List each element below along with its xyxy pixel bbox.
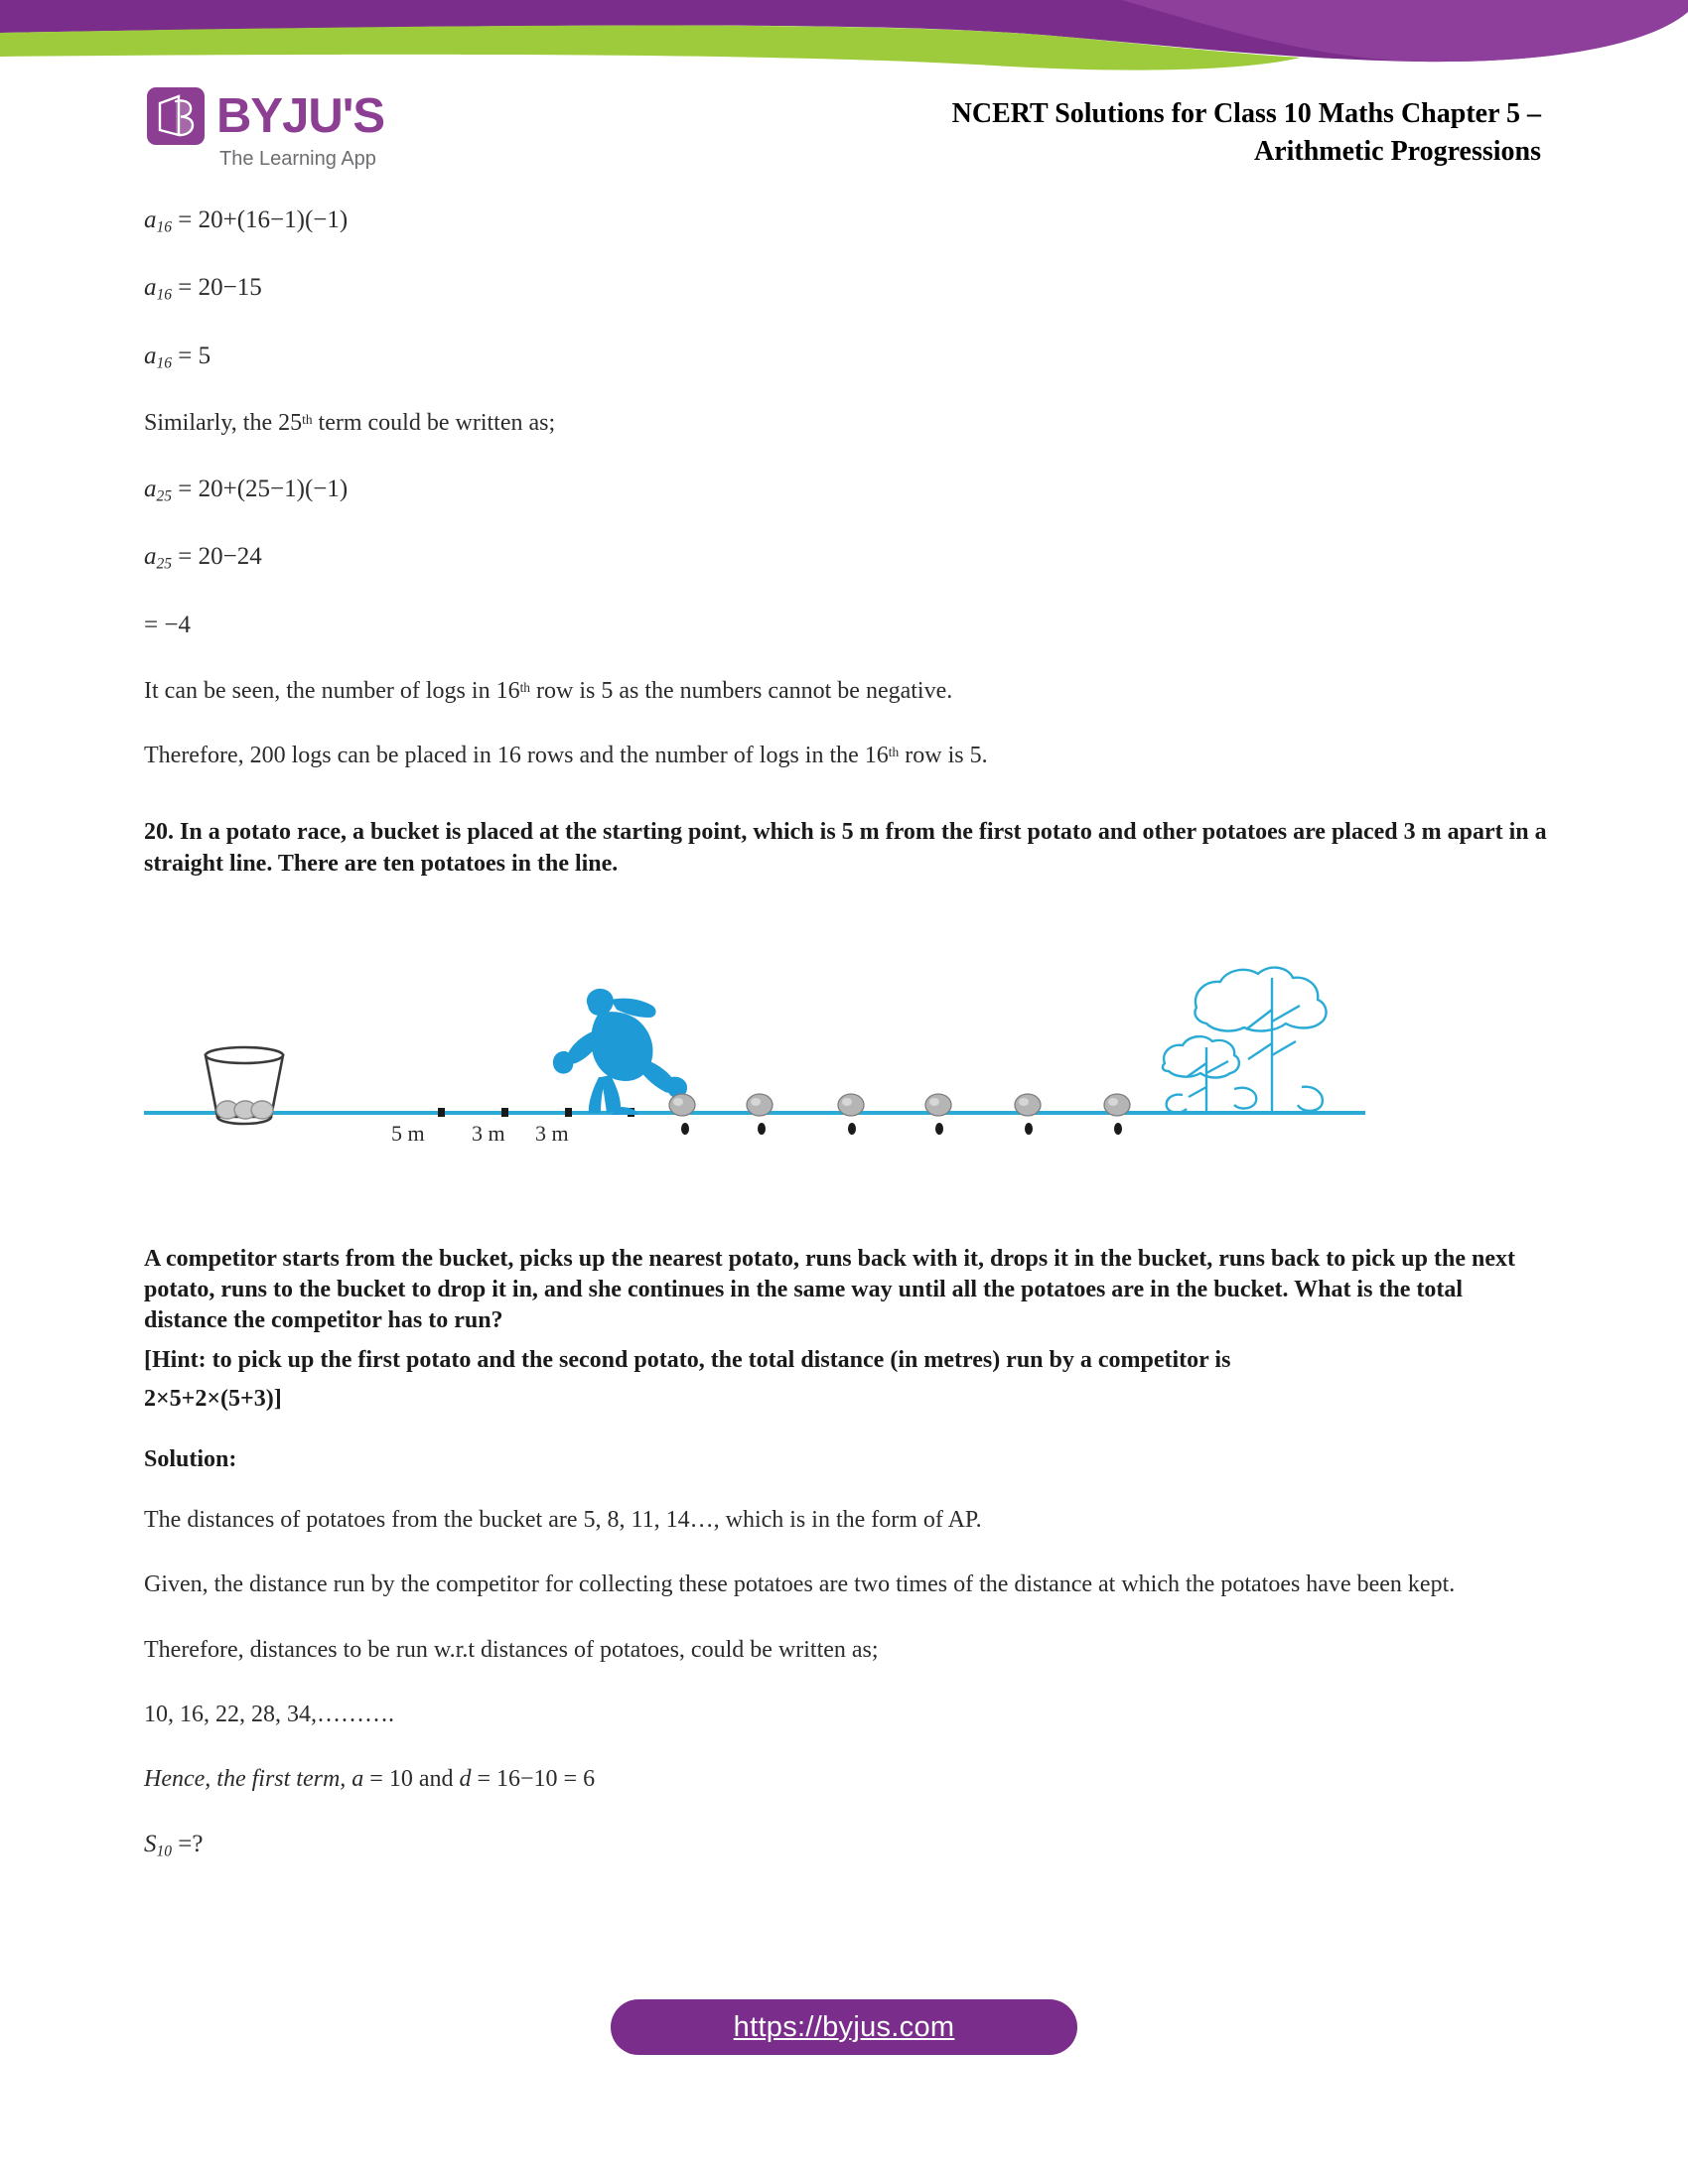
potato-icon (925, 1094, 951, 1116)
solution-series: 10, 16, 22, 28, 34,………. (144, 1701, 394, 1727)
equation-a25-result: = −4 (144, 611, 191, 638)
eq-a25-rhs: = 20+(25−1)(−1) (172, 475, 349, 502)
page-title-line-1: NCERT Solutions for Class 10 Maths Chapter 5 – (951, 98, 1541, 129)
logs-observation-post: row is 5 as the numbers cannot be negative. (530, 678, 953, 705)
solution-paragraph-2: Given, the distance run by the competitor for collecting these potatoes are two times of the distance at which the potatoes have been kept. (144, 1571, 1456, 1598)
potato-icon (747, 1094, 773, 1116)
solution-paragraph-3: Therefore, distances to be run w.r.t distances of potatoes, could be written as; (144, 1636, 879, 1663)
first-term-rest-a: = 10 and (363, 1765, 460, 1792)
equation-a16-simplified (144, 272, 1549, 305)
bucket-with-potatoes-icon (206, 1047, 283, 1124)
label-5m: 5 m (391, 1121, 425, 1146)
common-difference-var: d (459, 1765, 472, 1792)
equation-a25-simplified (144, 541, 1549, 574)
eq-a16-var: a (144, 206, 157, 233)
eq-a25b-index: 25 (156, 555, 172, 573)
potato-icon (1015, 1094, 1041, 1116)
first-term-italic: Hence, the first term, a (144, 1765, 364, 1792)
logo-tagline: The Learning App (219, 148, 376, 170)
similarly-ordinal-sup: th (302, 412, 313, 428)
competitor-question-paragraph: A competitor starts from the bucket, picks up the nearest potato, runs back with it, drops it in the bucket, runs back to pick up the next potato, runs to the bucket to drop it in, and she continues in the same way until all the potatoes are in the bucket. What is the total distance the competitor has to run? (144, 1246, 1515, 1334)
eq-a25-var: a (144, 475, 157, 502)
logs-conclusion-post: row is 5. (899, 743, 988, 769)
logs-observation-sup: th (519, 679, 531, 695)
tree-icon (1163, 968, 1327, 1113)
label-3m-second: 3 m (535, 1121, 569, 1146)
document-content-top (144, 205, 1549, 909)
eq-a16-rhs: = 20+(16−1)(−1) (172, 206, 349, 233)
runner-girl-icon (553, 989, 687, 1115)
byjus-b-logo-icon (147, 87, 205, 145)
logs-conclusion-pre: Therefore, 200 logs can be placed in 16 rows and the number of logs in the 16 (144, 743, 889, 769)
equation-a25-expanded (144, 474, 1549, 506)
potato-icon (669, 1094, 695, 1116)
page-title-line-2: Arithmetic Progressions (1253, 135, 1541, 167)
eq-a25b-var: a (144, 543, 157, 571)
solution-label: Solution: (144, 1445, 237, 1472)
sum-symbol: S (144, 1831, 157, 1858)
eq-a25-index: 25 (156, 486, 172, 504)
sum-index: 10 (156, 1843, 172, 1860)
hint-line-2: 2×5+2×(5+3)] (144, 1385, 282, 1412)
byjus-logo (147, 87, 445, 177)
eq-a16c-index: 16 (156, 354, 172, 372)
first-term-rest-b: = 16−10 = 6 (471, 1765, 596, 1792)
eq-a16b-var: a (144, 274, 157, 302)
similarly-post: term could be written as; (312, 410, 556, 437)
potato-race-illustration (144, 948, 1405, 1181)
eq-a25b-rhs: = 20−24 (172, 543, 262, 571)
hint-line-1: [Hint: to pick up the first potato and the second potato, the total distance (in metres) run by a competitor is (144, 1346, 1231, 1373)
logs-conclusion-sup: th (888, 745, 900, 760)
logo-wordmark: BYJU'S (216, 88, 385, 143)
page-title (786, 95, 1541, 171)
eq-a16b-index: 16 (156, 286, 172, 304)
logs-conclusion-sentence (144, 741, 1549, 771)
question-20-text: 20. In a potato race, a bucket is placed at the starting point, which is 5 m from the first potato and other potatoes are placed 3 m apart in a straight line. There are ten potatoes in the line. (144, 819, 1547, 877)
eq-a16b-rhs: = 20−15 (172, 274, 262, 302)
similarly-sentence (144, 408, 1549, 439)
sum-rhs: =? (172, 1831, 204, 1858)
first-term-statement (144, 1764, 1549, 1795)
solution-paragraph-1: The distances of potatoes from the bucket are 5, 8, 11, 14…, which is in the form of AP. (144, 1507, 982, 1534)
label-3m-first: 3 m (472, 1121, 505, 1146)
equation-a16-expanded (144, 205, 1549, 237)
equation-a16-result (144, 341, 1549, 373)
byjus-website-link[interactable]: https://byjus.com (611, 1999, 1077, 2055)
potato-icon (838, 1094, 864, 1116)
potato-icon (1104, 1094, 1130, 1116)
eq-a16c-rhs: = 5 (172, 341, 211, 369)
sum-s10-query (144, 1829, 1549, 1861)
eq-a16-index: 16 (156, 218, 172, 236)
document-content-bottom (144, 1244, 1549, 1897)
logs-observation-sentence (144, 676, 1549, 707)
logs-observation-pre: It can be seen, the number of logs in 16 (144, 678, 520, 705)
potato-position-markers (681, 1123, 1122, 1135)
eq-a16c-var: a (144, 341, 157, 369)
similarly-pre: Similarly, the 25 (144, 410, 303, 437)
header-decorative-bands (0, 0, 1688, 79)
